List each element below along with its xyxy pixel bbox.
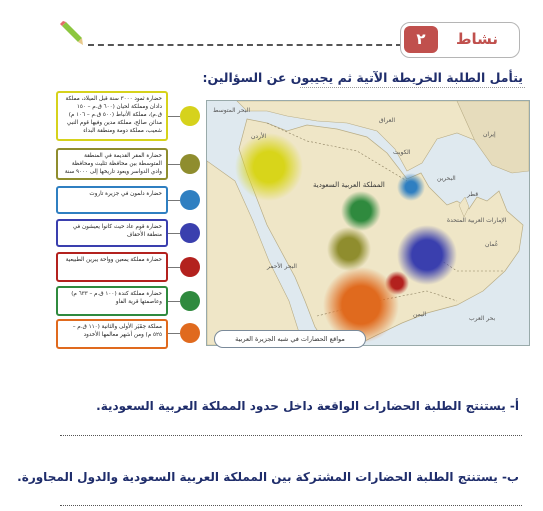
legend-text-7: مملكة حِمْيَر الأولى والثانية (١١٠ ق.م – ٥٢٥ م) ومن أشهر معالمها الأخدود (72, 324, 162, 338)
pencil-icon (58, 20, 84, 46)
header-dashed-rule (88, 44, 402, 46)
legend-connector-2 (168, 164, 180, 165)
answer-line-a[interactable] (60, 435, 522, 436)
legend-connector-6 (168, 301, 180, 302)
legend-item-1 (56, 91, 168, 141)
label-saudi-arabia: المملكة العربية السعودية (313, 181, 385, 189)
legend-item-2 (56, 148, 168, 180)
legend-connector-3 (168, 200, 180, 201)
legend-item-7 (56, 319, 168, 349)
label-iraq: العراق (379, 117, 396, 124)
answer-line-b[interactable] (60, 505, 522, 506)
legend-item-6 (56, 286, 168, 316)
civ-blob-dilmun (397, 173, 425, 201)
question-b: ب- يستنتج الطلبة الحضارات المشتركة بين المملكة العربية السعودية والدول المجاورة. (17, 470, 519, 484)
legend-text-2: حضارة المقر القديمة في المنطقة المتوسطة بين محافظة تثليث ومحافظة وادي الدواسر ويعود تاريخها إلى ٩٠٠٠ سنة (64, 153, 162, 175)
legend-dot-2 (180, 154, 200, 174)
label-oman: عُمان (485, 241, 499, 248)
label-iran: إيران (483, 131, 496, 138)
legend-connector-5 (168, 267, 180, 268)
label-jordan: الأردن (251, 133, 267, 140)
legend-text-5: حضارة مملكة يمعين وواحة يبرين الطبيعية (65, 257, 162, 263)
label-yemen: اليمن (413, 311, 427, 318)
label-bahrain: البحرين (437, 175, 456, 182)
legend-item-5 (56, 252, 168, 282)
label-uae: الإمارات العربية المتحدة (447, 217, 507, 224)
legend-dot-4 (180, 223, 200, 243)
legend-text-3: حضارة دلمون في جزيرة تاروت (89, 191, 162, 197)
legend-text-6: حضارة مملكة كندة (١٠٠ ق.م – ٦٣٣ م) وعاصمتها قرية الفاو (71, 291, 162, 305)
legend-dot-5 (180, 257, 200, 277)
legend-text-4: حضارة قوم عاد حيث كانوا يعيشون في منطقة الأحقاف (72, 224, 162, 238)
label-qatar: قطر (467, 191, 479, 198)
arabian-peninsula-map (206, 100, 530, 346)
label-kuwait: الكويت (393, 149, 411, 156)
legend-item-3 (56, 186, 168, 214)
legend-dot-6 (180, 291, 200, 311)
civ-blob-thamud (235, 133, 303, 201)
label-arabian-sea: بحر العرب (469, 315, 496, 322)
civ-blob-kinda (341, 191, 381, 231)
legend-connector-1 (168, 116, 180, 117)
legend-connector-4 (168, 233, 180, 234)
question-a: أ- يستنتج الطلبة الحضارات الواقعة داخل حدود المملكة العربية السعودية. (96, 399, 519, 413)
activity-number: ٢ (404, 26, 438, 53)
map-caption: مواقع الحضارات في شبه الجزيرة العربية (214, 330, 366, 348)
legend-text-1: حضارة ثمود ٣٠٠٠ سنة قبل الميلاد، مملكة دادان ومملكة لحيان (٦٠٠ ق.م – ١٥٠ ق.م)، مملكة الأنباط (٥٠٠ ق.م – ١٠٦ م) مدائن صالح، مملكة مدين وفيها قوم النبي شعيب، مملكة دومة ومنطقة البداء (65, 96, 162, 134)
label-mediterranean: البحر المتوسط (213, 107, 250, 114)
legend-item-4 (56, 219, 168, 247)
legend-dot-1 (180, 106, 200, 126)
legend-dot-3 (180, 190, 200, 210)
civ-blob-maqar (327, 227, 371, 271)
instruction-text: يتأمل الطلبة الخريطة الآتية ثم يجيبون عن السؤالين: (202, 70, 523, 85)
legend-connector-7 (168, 333, 180, 334)
label-red-sea: البحر الأحمر (267, 263, 297, 270)
legend-dot-7 (180, 323, 200, 343)
activity-label: نشاط (455, 30, 499, 48)
instruction-underline (300, 87, 525, 88)
